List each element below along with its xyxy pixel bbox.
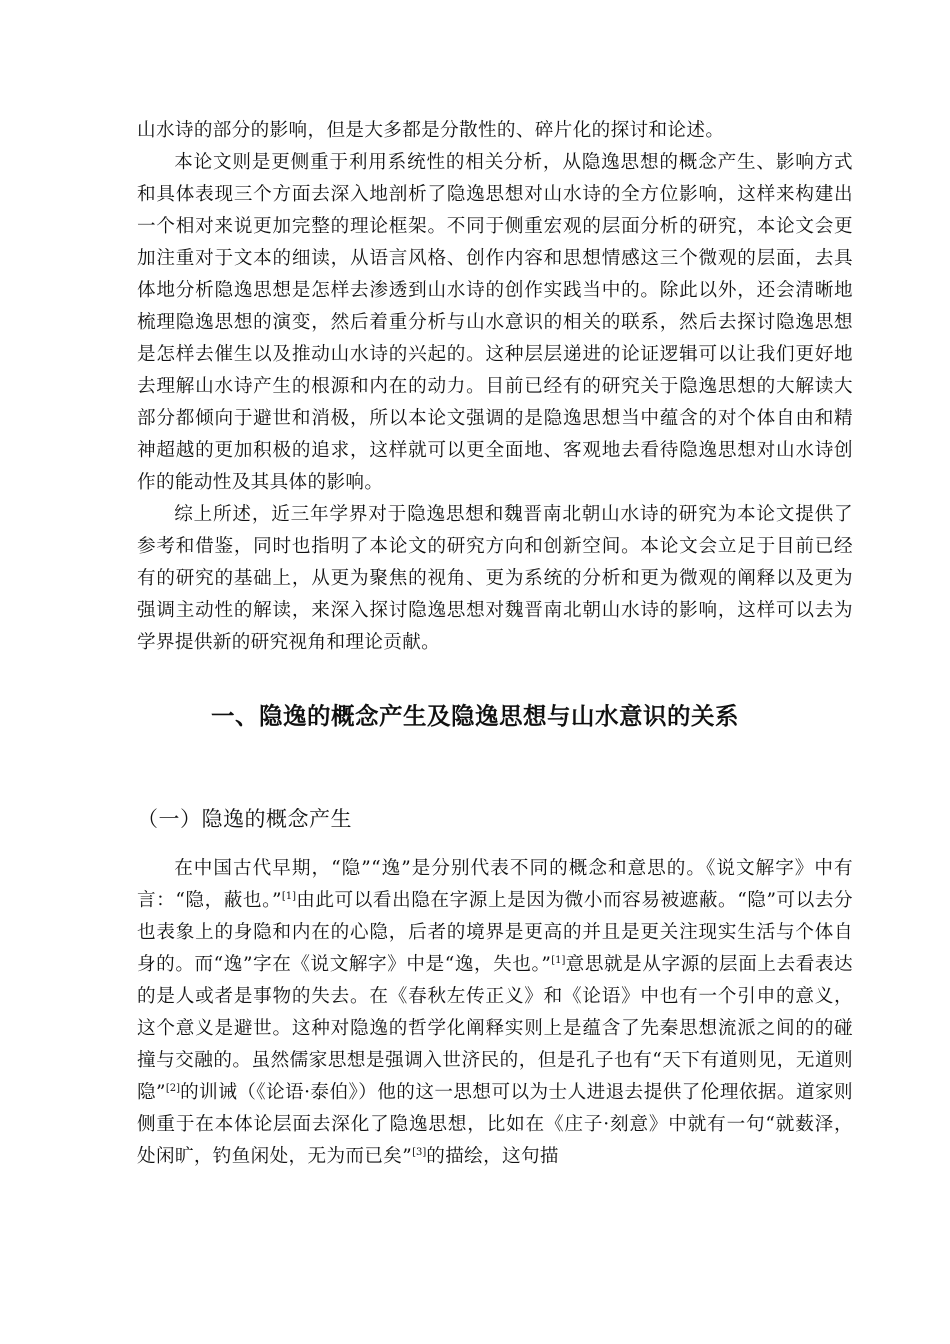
paragraph-concept-origin — [137, 853, 853, 1173]
text-run: 在中国古代早期，“隐”“逸”是分别代表不同的概念和意思的。《说文解字》中有言：“隐，蔽也。” — [137, 858, 853, 911]
text-run: 意思就是从字源的层面上去看表达的是人或者是事物的失去。在《春秋左传正义》和《论语》中也有一个引申的意义，这个意义是避世。这种对隐逸的哲学化阐释实则上是蕴含了先秦思想流派之间的的碰撞与交融的。虽然儒家思想是强调入世济民的，但是孔子也有“天下有道则见，无道则隐” — [137, 954, 853, 1103]
citation-ref: [2] — [165, 1082, 181, 1094]
citation-ref: [1] — [281, 890, 297, 902]
citation-ref: [1] — [551, 954, 566, 966]
paragraph-summary: 综上所述，近三年学界对于隐逸思想和魏晋南北朝山水诗的研究为本论文提供了参考和借鉴，同时也指明了本论文的研究方向和创新空间。本论文会立足于目前已经有的研究的基础上，从更为聚焦的视角、更为系统的分析和更为微观的阐释以及更为强调主动性的解读，来深入探讨隐逸思想对魏晋南北朝山水诗的影响，这样可以去为学界提供新的研究视角和理论贡献。 — [137, 504, 853, 653]
section-subheading: （一）隐逸的概念产生 — [137, 807, 352, 831]
text-run: 由此可以看出隐在字源上是因为微小而容易被遮蔽。“隐”可以去分也表象上的身隐和内在的心隐，后者的境界是更高的并且是更关注现实生活与个体自身的。而“逸”字在《说文解字》中是“逸，失也。” — [137, 890, 853, 975]
chapter-heading: 一、隐逸的概念产生及隐逸思想与山水意识的关系 — [211, 702, 739, 730]
paragraph-continuation: 山水诗的部分的影响，但是大多都是分散性的、碎片化的探讨和论述。 — [137, 120, 725, 141]
citation-ref: [3] — [412, 1146, 427, 1158]
paragraph-methodology: 本论文则是更侧重于利用系统性的相关分析，从隐逸思想的概念产生、影响方式和具体表现三个方面去深入地剖析了隐逸思想对山水诗的全方位影响，这样来构建出一个相对来说更加完整的理论框架。不同于侧重宏观的层面分析的研究，本论文会更加注重对于文本的细读，从语言风格、创作内容和思想情感这三个微观的层面，去具体地分析隐逸思想是怎样去渗透到山水诗的创作实践当中的。除此以外，还会清晰地梳理隐逸思想的演变，然后着重分析与山水意识的相关的联系，然后去探讨隐逸思想是怎样去催生以及推动山水诗的兴起的。这种层层递进的论证逻辑可以让我们更好地去理解山水诗产生的根源和内在的动力。目前已经有的研究关于隐逸思想的大解读大部分都倾向于避世和消极，所以本论文强调的是隐逸思想当中蕴含的对个体自由和精神超越的更加积极的追求，这样就可以更全面地、客观地去看待隐逸思想对山水诗创作的能动性及其具体的影响。 — [137, 152, 853, 493]
intro-text-block — [137, 115, 853, 659]
text-run: 的训诫（《论语·泰伯》）他的这一思想可以为士人进退去提供了伦理依据。道家则侧重于在本体论层面去深化了隐逸思想，比如在《庄子·刻意》中就有一句“就薮泽，处闲旷，钓鱼闲处，无为而已矣” — [137, 1082, 853, 1167]
text-run: 的描绘，这句描 — [426, 1146, 559, 1167]
section-text-block — [137, 853, 853, 1173]
